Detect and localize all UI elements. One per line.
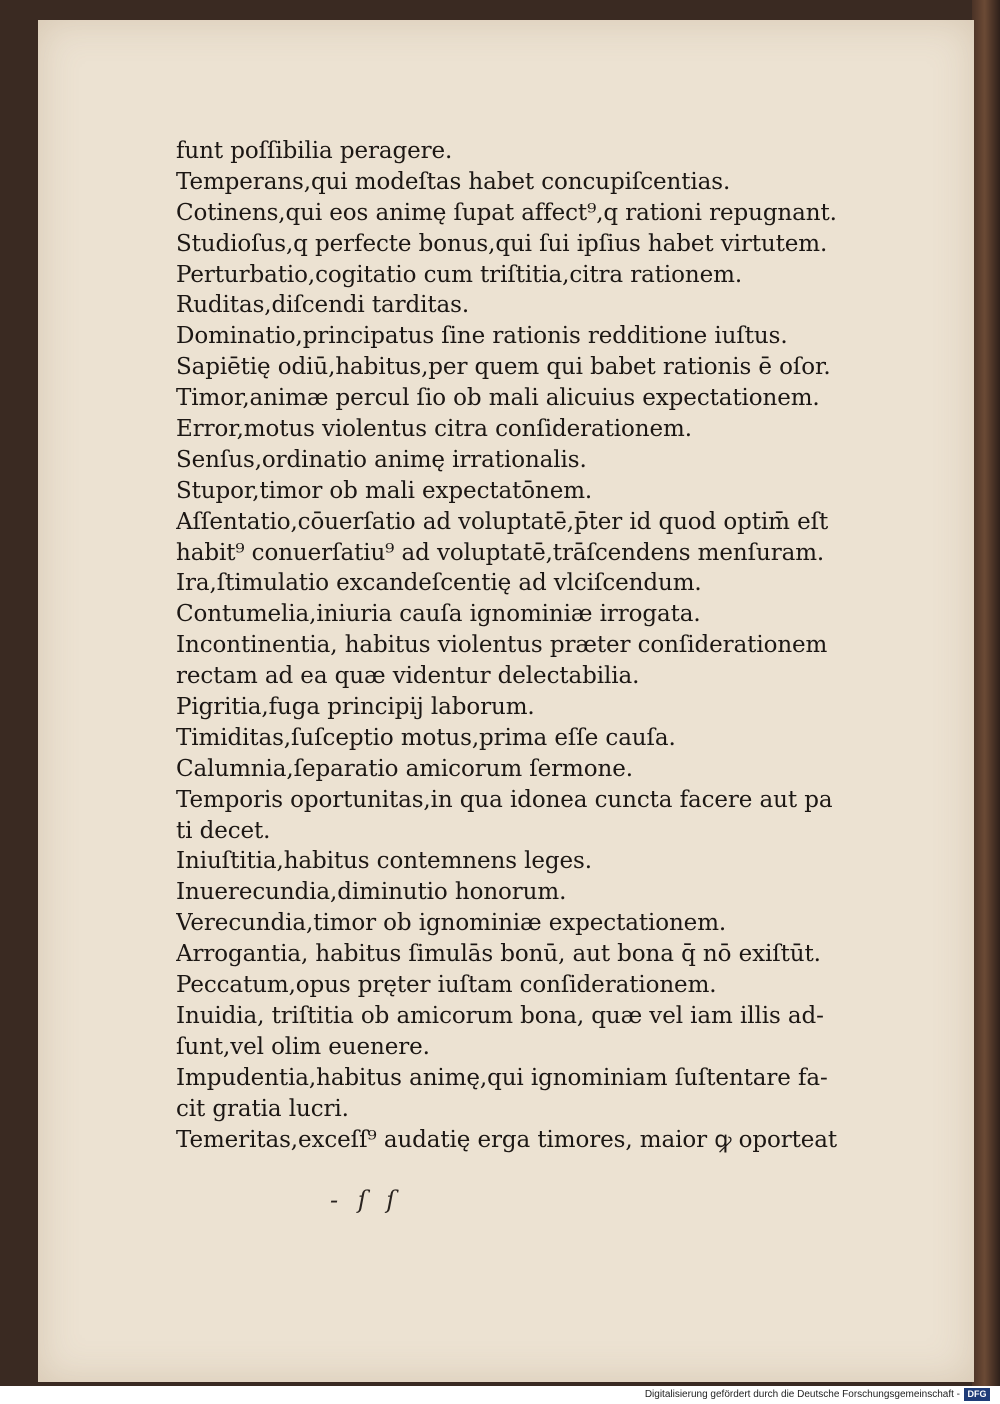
text-line: Temperans,qui modeſtas habet concupiſcentias.	[176, 168, 731, 195]
text-line: Timiditas,ſuſceptio motus,prima eſſe cauſa.	[176, 724, 676, 751]
text-line: cit gratia lucri.	[176, 1095, 349, 1122]
text-line: Error,motus violentus citra conſiderationem.	[176, 416, 692, 443]
text-line: Timor,animæ percul ſio ob mali alicuius expectationem.	[176, 385, 820, 412]
text-line: Aſſentatio,cōuerſatio ad voluptatē,p̄ter id quod optim̄ eſt	[176, 508, 829, 535]
text-line: Calumnia,ſeparatio amicorum ſermone.	[176, 755, 633, 782]
text-line: Inuerecundia,diminutio honorum.	[176, 879, 567, 906]
text-line: Perturbatio,cogitatio cum triſtitia,citra rationem.	[176, 261, 743, 288]
text-line: funt poſſibilia peragere.	[176, 138, 453, 164]
text-line: Incontinentia, habitus violentus præter conſiderationem	[176, 632, 828, 659]
text-line: ti decet.	[176, 817, 271, 844]
text-line: Inuidia, triſtitia ob amicorum bona, quæ vel iam illis ad-	[176, 1002, 824, 1029]
text-line: Studioſus,q perfecte bonus,qui ſui ipſius habet virtutem.	[176, 230, 828, 257]
text-line: Arrogantia, habitus ſimulās bonū, aut bona q̄ nō exiſtūt.	[176, 941, 821, 968]
text-line: Dominatio,principatus ſine rationis redditione iuſtus.	[176, 323, 788, 350]
text-line: Ira,ſtimulatio excandeſcentię ad vlciſcendum.	[176, 570, 702, 597]
text-line: Verecundia,timor ob ignominiæ expectationem.	[176, 910, 727, 937]
text-line: Senſus,ordinatio animę irrationalis.	[176, 446, 587, 473]
text-line: Cotinens,qui eos animę ſupat affect⁹,q rationi repugnant.	[176, 199, 837, 226]
signature-mark: - ſ ſ	[330, 1186, 402, 1214]
text-line: Impudentia,habitus animę,qui ignominiam ſuſtentare fa-	[176, 1064, 828, 1091]
text-block	[176, 136, 936, 1155]
text-line: Pigritia,fuga principij laborum.	[176, 694, 535, 721]
book-edge	[972, 0, 1000, 1386]
text-line: Temeritas,exceſſ⁹ audatię erga timores, maior ꝙ oporteat	[176, 1126, 837, 1153]
text-line: rectam ad ea quæ videntur delectabilia.	[176, 663, 640, 690]
text-line: Temporis oportunitas,in qua idonea cuncta facere aut pa	[176, 786, 833, 813]
footer-credit: Digitalisierung gefördert durch die Deutsche Forschungsgemeinschaft -	[644, 1389, 960, 1400]
text-line: Iniuſtitia,habitus contemnens leges.	[176, 848, 592, 875]
text-line: ſunt,vel olim euenere.	[176, 1033, 430, 1060]
text-line: Peccatum,opus pręter iuſtam conſiderationem.	[176, 972, 717, 999]
text-line: habit⁹ conuerſatiu⁹ ad voluptatē,trāſcendens menſuram.	[176, 539, 825, 566]
text-line: Stupor,timor ob mali expectatōnem.	[176, 477, 593, 504]
dfg-logo: DFG	[964, 1388, 990, 1401]
text-line: Ruditas,diſcendi tarditas.	[176, 292, 470, 319]
text-line: Sapiētię odiū,habitus,per quem qui babet rationis ē oſor.	[176, 354, 831, 381]
text-line: Contumelia,iniuria cauſa ignominiæ irrogata.	[176, 601, 701, 628]
